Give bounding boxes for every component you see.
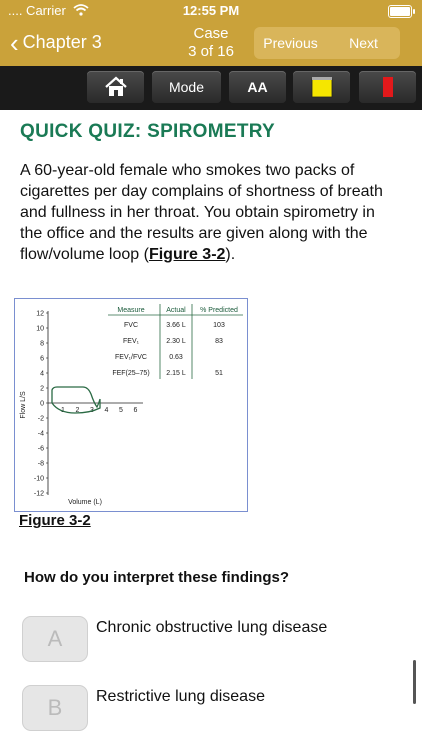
x-tick-label: 6	[133, 407, 138, 414]
y-tick-label: 12	[36, 310, 44, 318]
y-tick-label: 6	[40, 355, 44, 363]
y-tick-label: -6	[37, 445, 44, 453]
table-cell: 0.63	[169, 354, 183, 361]
table-cell: FVC	[124, 322, 138, 329]
x-tick-label: 3	[90, 407, 94, 414]
home-icon	[104, 75, 128, 99]
option-b-button[interactable]	[22, 685, 88, 731]
table-cell: 2.15 L	[166, 370, 186, 377]
previous-button[interactable]: Previous	[263, 35, 318, 51]
table-cell: 3.66 L	[166, 322, 186, 329]
next-button[interactable]: Next	[349, 35, 378, 51]
table-cell: 2.30 L	[166, 338, 186, 345]
y-tick-label: -10	[33, 475, 44, 483]
mode-button[interactable]: Mode	[152, 71, 221, 103]
y-tick-label: -12	[33, 490, 44, 498]
table-cell: FEV₁/FVC	[115, 354, 147, 361]
question-text-part2: ).	[225, 246, 236, 263]
bookmark-button[interactable]	[359, 71, 416, 103]
home-button[interactable]	[87, 71, 144, 103]
table-header-predicted: % Predicted	[200, 307, 238, 314]
y-tick-label: 10	[36, 325, 44, 333]
back-button-label: Chapter 3	[22, 32, 102, 52]
status-time: 12:55 PM	[182, 3, 240, 18]
y-tick-label: 2	[40, 385, 44, 393]
x-tick-label: 2	[75, 407, 80, 414]
y-tick-label: 8	[40, 340, 44, 348]
red-bookmark-icon	[382, 76, 394, 98]
text-size-label: AA	[247, 79, 268, 95]
quiz-title: QUICK QUIZ: SPIROMETRY	[20, 121, 276, 142]
table-header-measure: Measure	[117, 307, 145, 314]
spirometry-figure[interactable]	[14, 298, 248, 512]
table-cell: 103	[213, 322, 225, 329]
quiz-prompt: How do you interpret these findings?	[24, 569, 290, 586]
x-tick-label: 5	[119, 407, 123, 414]
y-tick-label: -2	[37, 415, 44, 423]
toolbar	[0, 66, 422, 110]
figure-link[interactable]: Figure 3-2	[148, 246, 226, 263]
text-size-button[interactable]	[229, 71, 286, 103]
figure-caption[interactable]: Figure 3-2	[19, 512, 91, 529]
y-tick-label: -4	[37, 430, 44, 438]
chevron-left-icon: ‹	[10, 27, 19, 58]
status-bar	[0, 0, 422, 22]
option-a-button[interactable]	[22, 616, 88, 662]
case-title-line1: Case	[193, 25, 229, 42]
option-b-text[interactable]: Restrictive lung disease	[96, 688, 265, 705]
option-a-text[interactable]: Chronic obstructive lung disease	[96, 619, 328, 636]
y-tick-label: 4	[40, 370, 44, 378]
table-header-actual: Actual	[166, 307, 186, 314]
table-cell: 51	[215, 370, 223, 377]
option-letter: A	[47, 626, 63, 651]
yellow-note-icon	[311, 76, 333, 98]
question-text-part1: A 60-year-old female who smokes two packs of cigarettes per day complains of shortness of breath and fullness in her throat. You obtain spirometry in the office and the results are given along with the flow/volume loop (	[20, 162, 383, 263]
axis-ylabel: Flow L/S	[20, 391, 27, 419]
y-tick-label: -8	[37, 460, 44, 468]
carrier-label: .... Carrier	[8, 3, 66, 18]
question-text	[20, 160, 400, 265]
x-tick-label: 1	[61, 407, 65, 414]
case-title-line2: 3 of 16	[188, 43, 234, 60]
y-tick-label: 0	[40, 400, 44, 408]
navigation-bar	[0, 22, 422, 66]
x-tick-label: 4	[104, 407, 109, 414]
prev-next-group	[254, 27, 400, 59]
note-button[interactable]	[293, 71, 350, 103]
flow-volume-loop	[15, 299, 247, 511]
axis-xlabel: Volume (L)	[68, 499, 102, 506]
table-cell: FEV₁	[123, 338, 139, 345]
table-cell: 83	[215, 338, 223, 345]
option-letter: B	[47, 695, 63, 720]
battery-icon	[388, 5, 412, 18]
table-cell: FEF(25–75)	[112, 370, 150, 377]
scrollbar[interactable]	[413, 660, 416, 704]
